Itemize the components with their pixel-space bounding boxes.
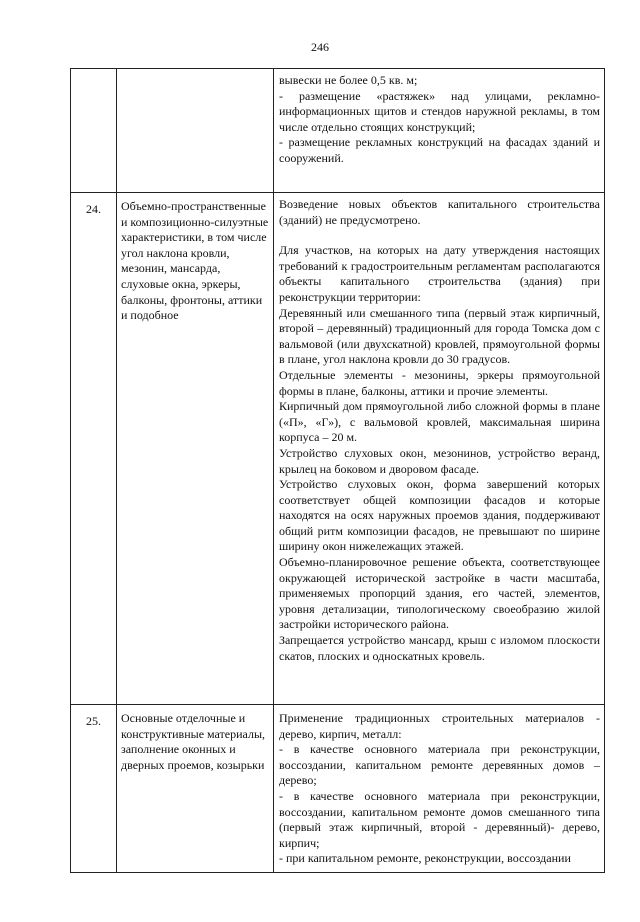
requirement-paragraph: - размещение «растяжек» над улицами, рекламно-информационных щитов и стендов наружной рекламы, в том числе отдельно стоящих конструкций; — [279, 88, 600, 134]
requirement-paragraph: Устройство слуховых окон, форма завершений которых соответствует общей композиции фасадов и которые находятся на осях наружных проемов здания, поддерживают общий ритм композиции фасадов, не превышают по ширине ширину окон нижележащих этажей. — [279, 477, 600, 554]
requirement-paragraph: вывески не более 0,5 кв. м; — [279, 73, 418, 87]
table-row — [71, 705, 605, 873]
row-number — [71, 69, 117, 193]
row-requirements — [274, 69, 605, 193]
requirement-paragraph: Запрещается устройство мансард, крыш с изломом плоскости скатов, плоских и односкатных кровель. — [279, 633, 600, 663]
requirement-paragraph: Деревянный или смешанного типа (первый этаж кирпичный, второй – деревянный) традиционный для города Томска дом с вальмовой (или двухскатной) кровлей, прямоугольной формы в плане, угол наклона кровли до 30 градусов. — [279, 305, 600, 367]
requirement-paragraph: - при капитальном ремонте, реконструкции, воссоздании — [279, 851, 571, 866]
requirement-paragraph: - в качестве основного материала при реконструкции, воссоздании, капитальном ремонте деревянных домов – дерево; — [279, 742, 600, 788]
table-row — [71, 193, 605, 705]
table-row — [71, 69, 605, 193]
row-number: 24. — [71, 193, 117, 705]
row-characteristic: Объемно-пространственные и композиционно-силуэтные характеристики, в том числе угол наклона кровли, мезонин, мансарда, слуховые окна, эркеры, балконы, фронтоны, аттики и подобное — [117, 193, 274, 705]
row-characteristic — [117, 69, 274, 193]
row-requirements — [274, 705, 605, 873]
requirement-paragraph: Возведение новых объектов капитального строительства (зданий) не предусмотрено. — [279, 197, 600, 227]
requirement-paragraph: Применение традиционных строительных материалов - дерево, кирпич, металл: — [279, 711, 600, 741]
requirement-paragraph: Кирпичный дом прямоугольной либо сложной формы в плане («П», «Г»), с вальмовой кровлей, максимальная ширина корпуса – 20 м. — [279, 399, 600, 445]
row-requirements — [274, 193, 605, 705]
requirement-paragraph: Для участков, на которых на дату утверждения настоящих требований к градостроительным регламентам располагаются объекты капитального строительства (здания) при реконструкции территории: — [279, 243, 600, 304]
row-characteristic: Основные отделочные и конструктивные материалы, заполнение оконных и дверных проемов, козырьки — [117, 705, 274, 873]
requirement-paragraph: - размещение рекламных конструкций на фасадах зданий и сооружений. — [279, 135, 600, 165]
requirement-paragraph: Отдельные элементы - мезонины, эркеры прямоугольной формы в плане, балконы, аттики и прочие элементы. — [279, 367, 600, 398]
row-number: 25. — [71, 705, 117, 873]
requirement-paragraph: Устройство слуховых окон, мезонинов, устройство веранд, крылец на боковом и дворовом фасаде. — [279, 445, 600, 476]
requirement-paragraph: - в качестве основного материала при реконструкции, воссоздании, капитальном ремонте домов смешанного типа (первый этаж кирпичный, второй - деревянный)- дерево, кирпич; — [279, 788, 600, 850]
requirement-paragraph: Объемно-планировочное решение объекта, соответствующее окружающей исторической застройке в части масштаба, применяемых пропорций здания, его частей, элементов, уровня детализации, типологическому своеобразию жилой застройки исторического района. — [279, 555, 600, 632]
requirements-table — [70, 68, 605, 873]
page-number: 246 — [311, 40, 329, 54]
